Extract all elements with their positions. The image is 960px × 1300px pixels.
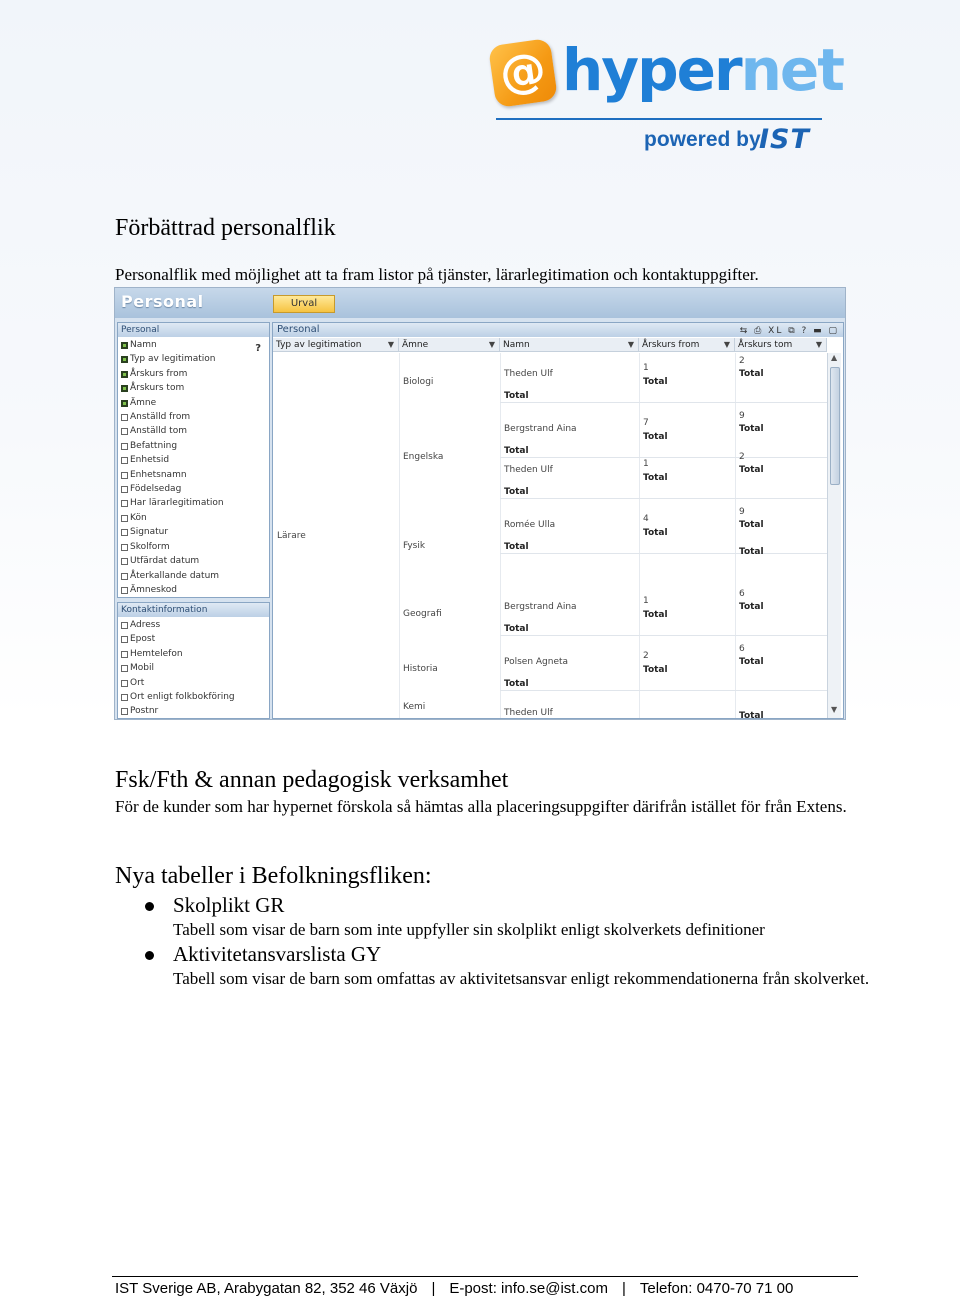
- field-label: Utfärdat datum: [130, 556, 200, 567]
- personal-grid: [272, 322, 844, 719]
- grid-toolbar-icons[interactable]: ⇆ ⎙ XL ⧉ ? ▬ ▢: [739, 326, 839, 336]
- field-checkbox[interactable]: [121, 694, 128, 701]
- field-label: Har lärarlegitimation: [130, 498, 224, 509]
- field-checkbox[interactable]: [121, 544, 128, 551]
- footer-email: E-post: info.se@ist.com: [449, 1280, 608, 1297]
- total-cell: Total: [739, 424, 764, 434]
- field-item[interactable]: [121, 554, 269, 568]
- arskurs-from-cell: 1: [643, 459, 649, 469]
- legitimation-cell: Lärare: [277, 531, 306, 541]
- field-checkbox[interactable]: [121, 500, 128, 507]
- field-label: Ort: [130, 677, 145, 688]
- column-divider: [399, 353, 400, 719]
- field-checkbox[interactable]: [121, 385, 128, 392]
- logo-divider: [496, 118, 822, 120]
- field-label: Typ av legitimation: [130, 354, 216, 365]
- field-item[interactable]: [121, 482, 269, 496]
- field-item[interactable]: [121, 690, 269, 704]
- tables-heading: Nya tabeller i Befolkningsfliken:: [115, 863, 432, 889]
- column-dropdown-icon[interactable]: ▼: [488, 340, 495, 349]
- arskurs-from-cell: 2: [643, 651, 649, 661]
- field-item[interactable]: [121, 632, 269, 646]
- list-item-title: Aktivitetansvarslista GY: [173, 942, 382, 966]
- total-cell: Total: [739, 711, 764, 719]
- tables-list: [115, 892, 875, 990]
- field-item[interactable]: [121, 569, 269, 583]
- app-title: Personal: [121, 292, 204, 311]
- column-header-label: Namn: [503, 340, 530, 350]
- column-dropdown-icon[interactable]: ▼: [387, 340, 394, 349]
- name-cell: Bergstrand Aina: [504, 602, 577, 612]
- field-item[interactable]: [121, 396, 269, 410]
- field-item[interactable]: [121, 525, 269, 539]
- contact-field-panel: [117, 602, 270, 719]
- field-label: Signatur: [130, 527, 169, 538]
- name-cell: Romée Ulla: [504, 520, 556, 530]
- scroll-thumb[interactable]: [830, 367, 840, 485]
- column-divider: [500, 353, 501, 719]
- row-divider: [500, 553, 827, 554]
- contact-field-list: [118, 617, 269, 719]
- field-label: Anställd tom: [130, 426, 187, 437]
- arskurs-from-cell: 7: [643, 418, 649, 428]
- arskurs-from-cell: 1: [643, 596, 649, 606]
- help-icon[interactable]: ?: [255, 343, 261, 354]
- field-item[interactable]: [121, 439, 269, 453]
- total-cell: Total: [643, 610, 668, 620]
- field-checkbox[interactable]: [121, 428, 128, 435]
- column-divider: [735, 353, 736, 719]
- list-item: [115, 892, 875, 941]
- name-cell: Theden Ulf: [504, 465, 553, 475]
- list-item-desc: Tabell som visar de barn som inte uppfyller sin skolplikt enligt skolverkets definitioner: [173, 920, 765, 939]
- subject-cell: Historia: [403, 664, 438, 674]
- field-label: Mobil: [130, 663, 154, 674]
- column-header[interactable]: [273, 338, 399, 352]
- field-label: Ämneskod: [130, 584, 177, 595]
- field-label: Hemtelefon: [130, 648, 183, 659]
- grid-scrollbar[interactable]: [827, 353, 841, 718]
- column-dropdown-icon[interactable]: ▼: [815, 340, 822, 349]
- total-cell: Total: [504, 391, 529, 401]
- footer-phone: Telefon: 0470-70 71 00: [639, 1280, 794, 1297]
- field-checkbox[interactable]: [121, 472, 128, 479]
- name-cell: Theden Ulf: [504, 369, 553, 379]
- column-header[interactable]: [639, 338, 735, 352]
- field-label: Adress: [130, 620, 161, 630]
- field-label: Enhetsid: [130, 455, 170, 466]
- row-divider: [500, 498, 827, 499]
- field-item[interactable]: [121, 618, 269, 632]
- column-dropdown-icon[interactable]: ▼: [627, 340, 634, 349]
- column-header[interactable]: [735, 338, 827, 352]
- subject-cell: Fysik: [403, 541, 426, 551]
- row-divider: [500, 635, 827, 636]
- row-divider: [500, 457, 827, 458]
- list-item-title: Skolplikt GR: [173, 893, 285, 917]
- total-cell: Total: [504, 446, 529, 456]
- field-label: Födelsedag: [130, 484, 182, 495]
- field-item[interactable]: [121, 676, 269, 690]
- total-cell: Total: [739, 602, 764, 612]
- field-checkbox[interactable]: [121, 342, 128, 349]
- arskurs-tom-cell: 9: [739, 507, 745, 517]
- field-label: Skolform: [130, 541, 170, 552]
- field-item[interactable]: [121, 410, 269, 424]
- field-item[interactable]: [121, 381, 269, 395]
- field-label: Postnr: [130, 706, 159, 717]
- field-checkbox[interactable]: [121, 587, 128, 594]
- field-checkbox[interactable]: [121, 414, 128, 421]
- footer-company: IST Sverige AB, Arabygatan 82, 352 46 Växjö: [115, 1280, 418, 1297]
- field-item[interactable]: [121, 367, 269, 381]
- field-checkbox[interactable]: [121, 708, 128, 715]
- field-checkbox[interactable]: [121, 622, 128, 629]
- grid-title: Personal: [277, 324, 320, 335]
- field-checkbox[interactable]: [121, 515, 128, 522]
- scroll-up-icon[interactable]: ▲: [831, 353, 838, 362]
- name-cell: Theden Ulf: [504, 708, 553, 718]
- field-item[interactable]: [121, 424, 269, 438]
- arskurs-tom-cell: 6: [739, 589, 745, 599]
- total-cell: Total: [504, 542, 529, 552]
- bullet-icon: [145, 951, 154, 960]
- total-cell: Total: [643, 528, 668, 538]
- contact-panel-title: Kontaktinformation: [121, 605, 208, 615]
- arskurs-tom-cell: 2: [739, 452, 745, 462]
- field-item[interactable]: [121, 511, 269, 525]
- column-header-label: Årskurs from: [642, 340, 700, 350]
- field-item[interactable]: [121, 468, 269, 482]
- name-cell: Polsen Agneta: [504, 657, 569, 667]
- field-checkbox[interactable]: [121, 529, 128, 536]
- field-label: Anställd from: [130, 412, 191, 423]
- field-label: Kön: [130, 512, 147, 523]
- field-item[interactable]: [121, 496, 269, 510]
- column-divider: [639, 353, 640, 719]
- subject-cell: Geografi: [403, 609, 442, 619]
- row-divider: [500, 402, 827, 403]
- field-label: Befattning: [130, 440, 178, 451]
- total-cell: Total: [504, 679, 529, 689]
- logo-hyper: hyper: [562, 36, 741, 104]
- hypernet-logo: [492, 36, 843, 158]
- total-cell: Total: [739, 547, 764, 557]
- logo-powered-by: powered by: [644, 128, 761, 151]
- field-checkbox[interactable]: [121, 636, 128, 643]
- field-checkbox[interactable]: [121, 443, 128, 450]
- arskurs-from-cell: 4: [643, 514, 649, 524]
- field-label: Återkallande datum: [130, 570, 220, 581]
- total-cell: Total: [643, 432, 668, 442]
- urval-button[interactable]: Urval: [273, 295, 335, 313]
- footer-separator: |: [431, 1280, 436, 1297]
- field-checkbox[interactable]: [121, 400, 128, 407]
- field-item[interactable]: [121, 540, 269, 554]
- arskurs-tom-cell: 2: [739, 356, 745, 366]
- total-cell: Total: [739, 657, 764, 667]
- personal-app-screenshot: [114, 287, 846, 720]
- field-checkbox[interactable]: [121, 371, 128, 378]
- hypernet-at-icon: [488, 38, 558, 108]
- subject-cell: Kemi: [403, 702, 426, 712]
- arskurs-tom-cell: 6: [739, 644, 745, 654]
- field-label: Årskurs tom: [130, 383, 185, 394]
- field-item[interactable]: [121, 647, 269, 661]
- column-header-label: Typ av legitimation: [276, 340, 362, 350]
- app-header: [115, 288, 845, 318]
- list-item: [115, 941, 875, 990]
- total-cell: Total: [643, 665, 668, 675]
- field-label: Namn: [130, 340, 157, 350]
- column-dropdown-icon[interactable]: ▼: [723, 340, 730, 349]
- footer-separator: |: [621, 1280, 626, 1297]
- subject-cell: Engelska: [403, 452, 444, 462]
- page-heading: Förbättrad personalflik: [115, 215, 336, 241]
- logo-net: net: [740, 36, 843, 104]
- name-cell: Bergstrand Aina: [504, 424, 577, 434]
- field-item[interactable]: [121, 704, 269, 718]
- total-cell: Total: [643, 473, 668, 483]
- field-label: Epost: [130, 634, 156, 645]
- list-item-desc: Tabell som visar de barn som omfattas av aktivitetsansvar enligt rekommendationerna från skolverket.: [173, 969, 870, 988]
- field-checkbox[interactable]: [121, 558, 128, 565]
- fsk-heading: Fsk/Fth & annan pedagogisk verksamhet: [115, 767, 509, 793]
- field-item[interactable]: [121, 453, 269, 467]
- field-checkbox[interactable]: [121, 680, 128, 687]
- at-symbol: @: [496, 41, 550, 101]
- total-cell: Total: [643, 377, 668, 387]
- field-checkbox[interactable]: [121, 356, 128, 363]
- field-checkbox[interactable]: [121, 651, 128, 658]
- field-checkbox[interactable]: [121, 665, 128, 672]
- scroll-down-icon[interactable]: ▼: [831, 705, 838, 714]
- personal-panel-title: Personal: [121, 325, 160, 335]
- intro-text: Personalflik med möjlighet att ta fram listor på tjänster, lärarlegitimation och kontaktuppgifter.: [115, 265, 759, 284]
- total-cell: Total: [739, 369, 764, 379]
- field-label: Årskurs from: [130, 368, 188, 379]
- row-divider: [500, 690, 827, 691]
- column-header[interactable]: [500, 338, 639, 352]
- fsk-text: För de kunder som har hypernet förskola så hämtas alla placeringsuppgifter därifrån istället för från Extens.: [115, 797, 847, 816]
- field-checkbox[interactable]: [121, 573, 128, 580]
- total-cell: Total: [504, 487, 529, 497]
- arskurs-from-cell: 1: [643, 363, 649, 373]
- column-header-label: Årskurs tom: [738, 340, 793, 350]
- personal-panel-header: [118, 323, 269, 337]
- total-cell: Total: [504, 624, 529, 634]
- contact-panel-header: [118, 603, 269, 617]
- field-checkbox[interactable]: [121, 457, 128, 464]
- footer-divider: [112, 1276, 858, 1277]
- bullet-icon: [145, 902, 154, 911]
- field-label: Ort enligt folkbokföring: [130, 692, 235, 703]
- subject-cell: Biologi: [403, 377, 434, 387]
- field-label: Enhetsnamn: [130, 469, 187, 480]
- logo-ist: IST: [759, 124, 810, 155]
- total-cell: Total: [739, 465, 764, 475]
- field-item[interactable]: [121, 661, 269, 675]
- personal-field-panel: [117, 322, 270, 598]
- column-header-label: Ämne: [402, 340, 429, 350]
- field-item[interactable]: [121, 338, 269, 352]
- total-cell: Total: [739, 520, 764, 530]
- personal-field-list: [118, 337, 269, 597]
- field-checkbox[interactable]: [121, 486, 128, 493]
- column-header[interactable]: [399, 338, 500, 352]
- field-label: Ämne: [130, 397, 157, 408]
- grid-title-bar: [273, 323, 843, 337]
- arskurs-tom-cell: 9: [739, 411, 745, 421]
- field-item[interactable]: [121, 583, 269, 597]
- logo-wordmark: [562, 32, 843, 108]
- page-footer: [115, 1279, 793, 1299]
- field-item[interactable]: [121, 352, 269, 366]
